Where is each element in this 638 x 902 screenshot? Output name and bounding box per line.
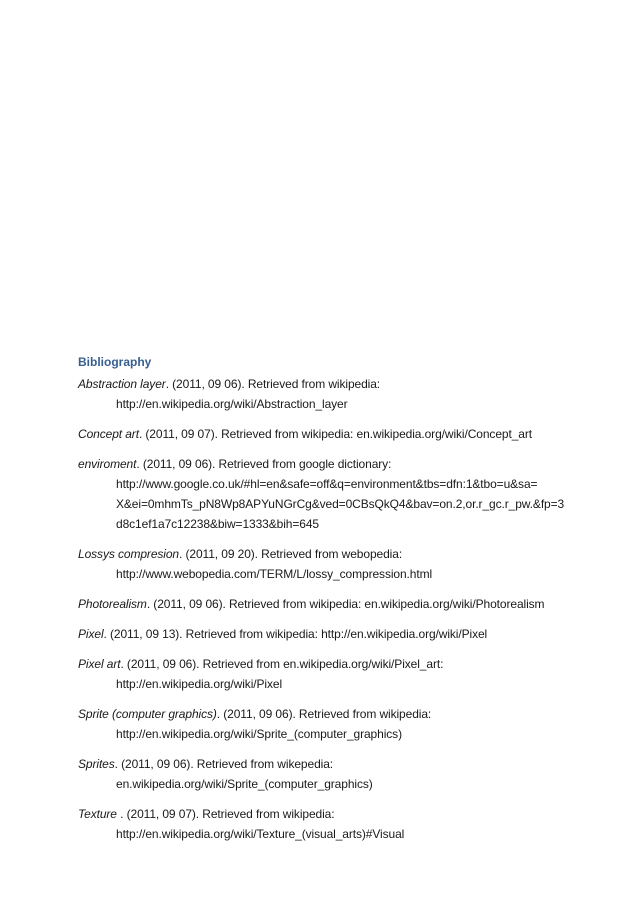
entry-first-line (78, 424, 578, 444)
entry-citation: . (2011, 09 13). Retrieved from wikipedia: http://en.wikipedia.org/wiki/Pixel (103, 627, 488, 641)
entry-first-line (78, 594, 578, 614)
entry-title: Texture (78, 807, 121, 821)
entry-title: Photorealism (78, 597, 147, 611)
entry-title: Lossys compresion (78, 547, 180, 561)
entry-first-line (78, 624, 578, 644)
entry-first-line (78, 454, 578, 474)
bibliography-list (78, 374, 578, 844)
entry-first-line (78, 754, 578, 774)
entry-title: enviroment (78, 457, 137, 471)
entry-url-line: http://en.wikipedia.org/wiki/Texture_(visual_arts)#Visual (116, 827, 405, 841)
bibliography-entry (78, 594, 578, 614)
entry-citation: . (2011, 09 06). Retrieved from wikipedia: (216, 707, 432, 721)
bibliography-section (78, 354, 578, 854)
entry-citation: . (2011, 09 06). Retrieved from en.wikipedia.org/wiki/Pixel_art: (120, 657, 444, 671)
entry-citation: . (2011, 09 06). Retrieved from wikepedia: (114, 757, 334, 771)
entry-title: Sprite (computer graphics) (78, 707, 217, 721)
entry-first-line (78, 704, 578, 724)
entry-first-line (78, 374, 578, 394)
entry-citation: . (2011, 09 07). Retrieved from wikipedia: (120, 807, 335, 821)
bibliography-entry (78, 704, 578, 744)
bibliography-entry (78, 424, 578, 444)
bibliography-entry (78, 454, 578, 534)
entry-url-line: http://www.webopedia.com/TERM/L/lossy_compression.html (116, 567, 433, 581)
entry-citation: . (2011, 09 07). Retrieved from wikipedia: en.wikipedia.org/wiki/Concept_art (138, 427, 532, 441)
entry-first-line (78, 544, 578, 564)
entry-first-line (78, 654, 578, 674)
entry-url-line: X&ei=0mhmTs_pN8Wp8APYuNGrCg&ved=0CBsQkQ4&bav=on.2,or.r_gc.r_pw.&fp=3 (116, 497, 565, 511)
bibliography-entry (78, 374, 578, 414)
entry-url-line: http://www.google.co.uk/#hl=en&safe=off&q=environment&tbs=dfn:1&tbo=u&sa= (116, 477, 538, 491)
entry-title: Pixel (78, 627, 104, 641)
bibliography-heading: Bibliography (78, 355, 152, 369)
entry-title: Sprites (78, 757, 115, 771)
entry-url-line: http://en.wikipedia.org/wiki/Abstraction_layer (116, 397, 348, 411)
entry-url-line: d8c1ef1a7c12238&biw=1333&bih=645 (116, 517, 319, 531)
bibliography-entry (78, 654, 578, 694)
entry-title: Concept art (78, 427, 139, 441)
entry-title: Pixel art (78, 657, 121, 671)
entry-first-line (78, 804, 578, 824)
bibliography-entry (78, 544, 578, 584)
entry-citation: . (2011, 09 20). Retrieved from webopedia: (179, 547, 403, 561)
entry-citation: . (2011, 09 06). Retrieved from wikipedia: en.wikipedia.org/wiki/Photorealism (146, 597, 545, 611)
bibliography-entry (78, 624, 578, 644)
entry-url-line: http://en.wikipedia.org/wiki/Sprite_(computer_graphics) (116, 727, 402, 741)
bibliography-entry (78, 754, 578, 794)
entry-url-line: http://en.wikipedia.org/wiki/Pixel (116, 677, 283, 691)
entry-title: Abstraction layer (78, 377, 166, 391)
entry-citation: . (2011, 09 06). Retrieved from google dictionary: (136, 457, 392, 471)
entry-url-line: en.wikipedia.org/wiki/Sprite_(computer_graphics) (116, 777, 373, 791)
entry-citation: . (2011, 09 06). Retrieved from wikipedia: (165, 377, 381, 391)
bibliography-entry (78, 804, 578, 844)
